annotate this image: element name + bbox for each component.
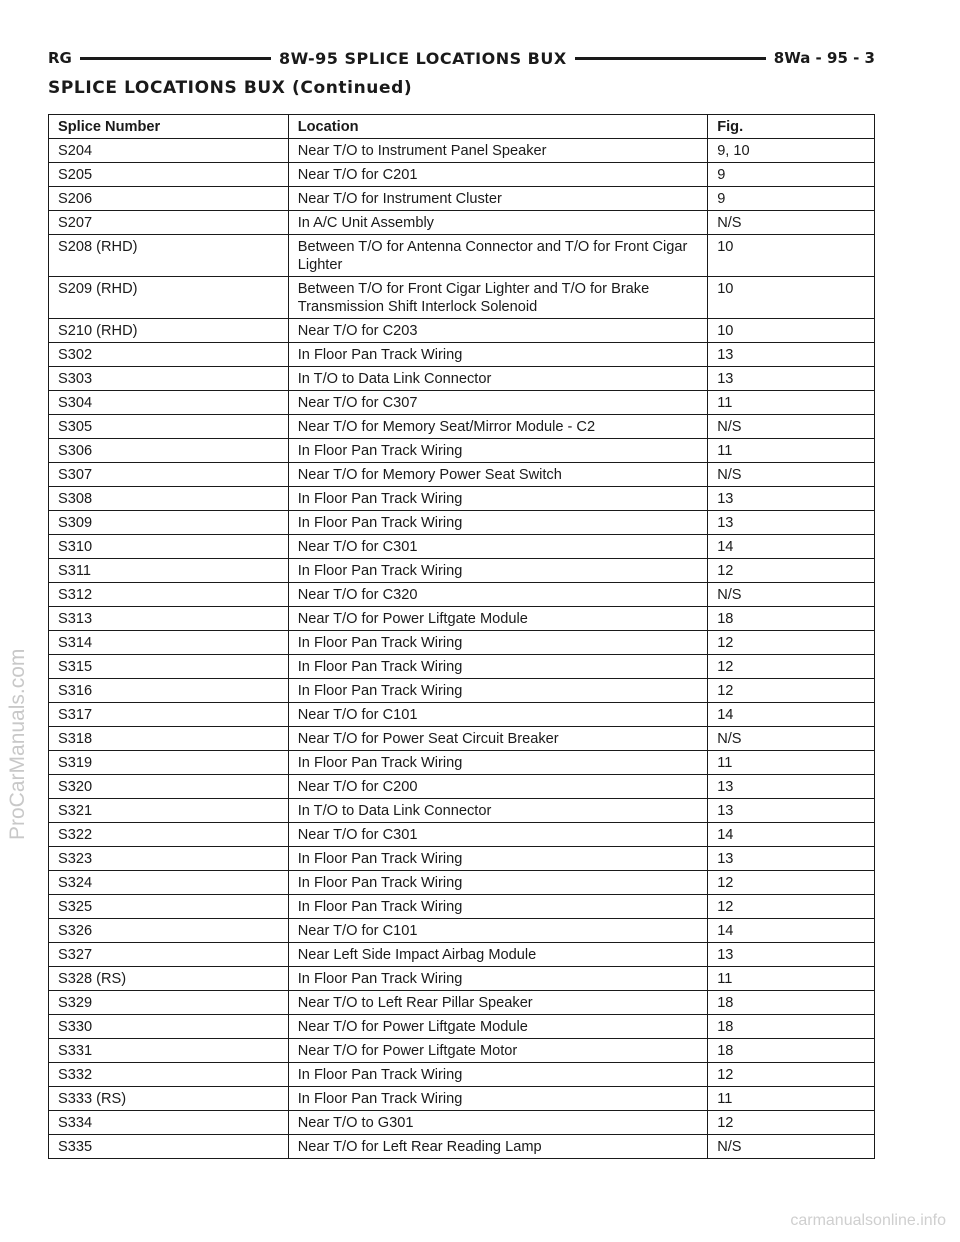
location-cell: In Floor Pan Track Wiring — [288, 871, 707, 895]
table-row — [49, 1015, 875, 1039]
table-row — [49, 367, 875, 391]
splice-number-cell: S312 — [49, 583, 289, 607]
fig-cell: 11 — [708, 391, 875, 415]
location-cell: Near T/O for Power Liftgate Motor — [288, 1039, 707, 1063]
location-cell: Near T/O for C203 — [288, 319, 707, 343]
column-header-location: Location — [288, 115, 707, 139]
table-row — [49, 391, 875, 415]
fig-cell: N/S — [708, 727, 875, 751]
splice-number-cell: S317 — [49, 703, 289, 727]
splice-number-cell: S321 — [49, 799, 289, 823]
splice-number-cell: S320 — [49, 775, 289, 799]
location-cell: Between T/O for Antenna Connector and T/O for Front Cigar Lighter — [288, 235, 707, 277]
fig-cell: 12 — [708, 1111, 875, 1135]
splice-number-cell: S325 — [49, 895, 289, 919]
location-cell: Near T/O for Memory Seat/Mirror Module - C2 — [288, 415, 707, 439]
fig-cell: N/S — [708, 211, 875, 235]
table-row — [49, 1087, 875, 1111]
table-row — [49, 583, 875, 607]
location-cell: In Floor Pan Track Wiring — [288, 1087, 707, 1111]
table-row — [49, 943, 875, 967]
table-row — [49, 919, 875, 943]
splice-number-cell: S313 — [49, 607, 289, 631]
splice-number-cell: S323 — [49, 847, 289, 871]
fig-cell: 12 — [708, 895, 875, 919]
splice-number-cell: S327 — [49, 943, 289, 967]
location-cell: Between T/O for Front Cigar Lighter and T/O for Brake Transmission Shift Interlock Solenoid — [288, 277, 707, 319]
fig-cell: 13 — [708, 775, 875, 799]
location-cell: In T/O to Data Link Connector — [288, 367, 707, 391]
splice-number-cell: S305 — [49, 415, 289, 439]
table-row — [49, 487, 875, 511]
fig-cell: 18 — [708, 607, 875, 631]
table-row — [49, 991, 875, 1015]
fig-cell: 14 — [708, 919, 875, 943]
fig-cell: 9 — [708, 187, 875, 211]
table-row — [49, 895, 875, 919]
splice-number-cell: S318 — [49, 727, 289, 751]
table-row — [49, 679, 875, 703]
header-section-code: 8W-95 SPLICE LOCATIONS BUX — [278, 48, 567, 68]
splice-number-cell: S210 (RHD) — [49, 319, 289, 343]
table-row — [49, 751, 875, 775]
fig-cell: 10 — [708, 277, 875, 319]
location-cell: In Floor Pan Track Wiring — [288, 751, 707, 775]
fig-cell: 13 — [708, 343, 875, 367]
splice-number-cell: S310 — [49, 535, 289, 559]
table-body — [49, 139, 875, 1159]
splice-number-cell: S331 — [49, 1039, 289, 1063]
table-row — [49, 847, 875, 871]
table-row — [49, 967, 875, 991]
table-row — [49, 1111, 875, 1135]
section-title: SPLICE LOCATIONS BUX (Continued) — [48, 78, 413, 98]
table-row — [49, 235, 875, 277]
fig-cell: 12 — [708, 1063, 875, 1087]
table-row — [49, 535, 875, 559]
location-cell: In Floor Pan Track Wiring — [288, 559, 707, 583]
table-row — [49, 1063, 875, 1087]
location-cell: Near T/O for C301 — [288, 823, 707, 847]
splice-number-cell: S324 — [49, 871, 289, 895]
header-left-code: RG — [48, 49, 72, 67]
location-cell: Near T/O for Power Seat Circuit Breaker — [288, 727, 707, 751]
header-page-number: 8Wa - 95 - 3 — [773, 49, 875, 67]
splice-number-cell: S303 — [49, 367, 289, 391]
bottom-watermark: carmanualsonline.info — [790, 1212, 946, 1229]
location-cell: Near T/O for Power Liftgate Module — [288, 1015, 707, 1039]
splice-number-cell: S206 — [49, 187, 289, 211]
table-row — [49, 187, 875, 211]
table-row — [49, 871, 875, 895]
table-row — [49, 415, 875, 439]
table-row — [49, 163, 875, 187]
fig-cell: 18 — [708, 991, 875, 1015]
fig-cell: 12 — [708, 655, 875, 679]
table-row — [49, 139, 875, 163]
location-cell: Near T/O to Instrument Panel Speaker — [288, 139, 707, 163]
splice-number-cell: S315 — [49, 655, 289, 679]
table-row — [49, 1135, 875, 1159]
fig-cell: 13 — [708, 487, 875, 511]
fig-cell: 13 — [708, 943, 875, 967]
splice-number-cell: S314 — [49, 631, 289, 655]
fig-cell: 10 — [708, 319, 875, 343]
location-cell: In Floor Pan Track Wiring — [288, 967, 707, 991]
table-row — [49, 277, 875, 319]
location-cell: Near T/O for C200 — [288, 775, 707, 799]
table-row — [49, 463, 875, 487]
column-header-fig: Fig. — [708, 115, 875, 139]
fig-cell: N/S — [708, 1135, 875, 1159]
splice-number-cell: S330 — [49, 1015, 289, 1039]
splice-number-cell: S333 (RS) — [49, 1087, 289, 1111]
splice-number-cell: S332 — [49, 1063, 289, 1087]
splice-number-cell: S208 (RHD) — [49, 235, 289, 277]
fig-cell: 13 — [708, 847, 875, 871]
fig-cell: 18 — [708, 1039, 875, 1063]
splice-number-cell: S311 — [49, 559, 289, 583]
location-cell: Near T/O for Memory Power Seat Switch — [288, 463, 707, 487]
fig-cell: 12 — [708, 559, 875, 583]
fig-cell: 10 — [708, 235, 875, 277]
fig-cell: 11 — [708, 967, 875, 991]
splice-number-cell: S306 — [49, 439, 289, 463]
fig-cell: 14 — [708, 703, 875, 727]
header-rule-right — [575, 57, 766, 60]
header-rule-left — [80, 57, 271, 60]
splice-number-cell: S322 — [49, 823, 289, 847]
location-cell: In Floor Pan Track Wiring — [288, 343, 707, 367]
splice-number-cell: S328 (RS) — [49, 967, 289, 991]
splice-number-cell: S316 — [49, 679, 289, 703]
table-row — [49, 631, 875, 655]
splice-number-cell: S209 (RHD) — [49, 277, 289, 319]
fig-cell: 12 — [708, 631, 875, 655]
location-cell: In T/O to Data Link Connector — [288, 799, 707, 823]
splice-number-cell: S207 — [49, 211, 289, 235]
fig-cell: N/S — [708, 415, 875, 439]
fig-cell: 14 — [708, 823, 875, 847]
location-cell: Near T/O for Left Rear Reading Lamp — [288, 1135, 707, 1159]
fig-cell: 11 — [708, 751, 875, 775]
table-row — [49, 607, 875, 631]
fig-cell: 12 — [708, 871, 875, 895]
location-cell: Near T/O for C201 — [288, 163, 707, 187]
splice-number-cell: S307 — [49, 463, 289, 487]
location-cell: In Floor Pan Track Wiring — [288, 847, 707, 871]
location-cell: In Floor Pan Track Wiring — [288, 655, 707, 679]
splice-number-cell: S302 — [49, 343, 289, 367]
location-cell: Near T/O for C320 — [288, 583, 707, 607]
splice-number-cell: S205 — [49, 163, 289, 187]
table-row — [49, 211, 875, 235]
splice-locations-table — [48, 114, 875, 1159]
location-cell: In Floor Pan Track Wiring — [288, 631, 707, 655]
fig-cell: 13 — [708, 799, 875, 823]
location-cell: Near T/O for C301 — [288, 535, 707, 559]
splice-number-cell: S334 — [49, 1111, 289, 1135]
page-header — [48, 46, 875, 70]
table-row — [49, 511, 875, 535]
table-row — [49, 775, 875, 799]
location-cell: Near T/O to Left Rear Pillar Speaker — [288, 991, 707, 1015]
location-cell: Near T/O for C101 — [288, 919, 707, 943]
fig-cell: 9 — [708, 163, 875, 187]
fig-cell: 18 — [708, 1015, 875, 1039]
side-watermark: ProCarManuals.com — [6, 648, 29, 840]
location-cell: In Floor Pan Track Wiring — [288, 1063, 707, 1087]
fig-cell: 13 — [708, 367, 875, 391]
fig-cell: 14 — [708, 535, 875, 559]
fig-cell: N/S — [708, 583, 875, 607]
column-header-splice-number: Splice Number — [49, 115, 289, 139]
location-cell: In Floor Pan Track Wiring — [288, 511, 707, 535]
table-row — [49, 559, 875, 583]
location-cell: In Floor Pan Track Wiring — [288, 487, 707, 511]
location-cell: Near Left Side Impact Airbag Module — [288, 943, 707, 967]
fig-cell: 11 — [708, 439, 875, 463]
splice-number-cell: S319 — [49, 751, 289, 775]
location-cell: In Floor Pan Track Wiring — [288, 439, 707, 463]
splice-number-cell: S309 — [49, 511, 289, 535]
fig-cell: N/S — [708, 463, 875, 487]
table-row — [49, 439, 875, 463]
location-cell: In Floor Pan Track Wiring — [288, 679, 707, 703]
location-cell: Near T/O to G301 — [288, 1111, 707, 1135]
table-row — [49, 655, 875, 679]
location-cell: Near T/O for C307 — [288, 391, 707, 415]
fig-cell: 11 — [708, 1087, 875, 1111]
table-row — [49, 319, 875, 343]
splice-number-cell: S329 — [49, 991, 289, 1015]
table-row — [49, 727, 875, 751]
fig-cell: 9, 10 — [708, 139, 875, 163]
table-header-row — [49, 115, 875, 139]
table-row — [49, 799, 875, 823]
location-cell: Near T/O for Power Liftgate Module — [288, 607, 707, 631]
table-row — [49, 703, 875, 727]
location-cell: In A/C Unit Assembly — [288, 211, 707, 235]
fig-cell: 13 — [708, 511, 875, 535]
location-cell: Near T/O for C101 — [288, 703, 707, 727]
splice-number-cell: S304 — [49, 391, 289, 415]
splice-number-cell: S308 — [49, 487, 289, 511]
location-cell: Near T/O for Instrument Cluster — [288, 187, 707, 211]
location-cell: In Floor Pan Track Wiring — [288, 895, 707, 919]
splice-number-cell: S204 — [49, 139, 289, 163]
table-row — [49, 823, 875, 847]
fig-cell: 12 — [708, 679, 875, 703]
splice-number-cell: S335 — [49, 1135, 289, 1159]
table-row — [49, 1039, 875, 1063]
splice-number-cell: S326 — [49, 919, 289, 943]
table-row — [49, 343, 875, 367]
